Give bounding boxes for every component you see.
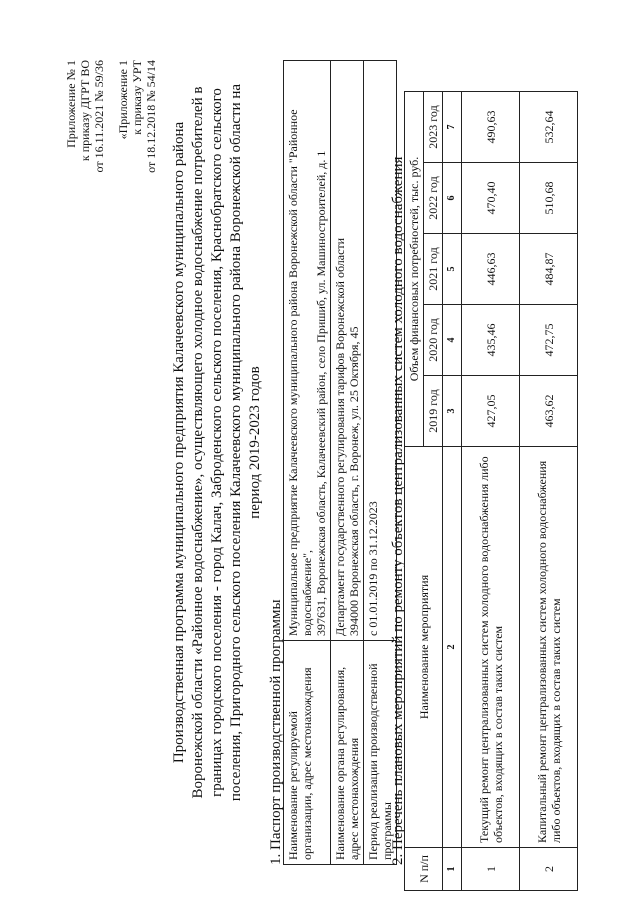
year-header: 2021 год — [424, 234, 443, 305]
col-volume-header: Объем финансовых потребностей, тыс. руб. — [405, 92, 424, 447]
col-number: 3 — [443, 376, 462, 447]
col-number: 2 — [443, 447, 462, 848]
title-line-1: Производственная программа муниципального предприятия Калачеевского муниципального района — [171, 121, 187, 764]
passport-value-line: Департамент государственного регулирования тарифов Воронежской области — [333, 237, 347, 636]
year-header: 2020 год — [424, 305, 443, 376]
col-number: 6 — [443, 163, 462, 234]
col-number: 5 — [443, 234, 462, 305]
passport-value-line: 394000 Воронежская область, г. Воронеж, ул. 25 Октября, 45 — [347, 326, 361, 636]
row-value: 463,62 — [520, 376, 578, 447]
year-header: 2019 год — [424, 376, 443, 447]
row-name: Капитальный ремонт централизованных систем холодного водоснабжения либо объектов, входящих в состав таких систем — [520, 447, 578, 848]
title-line-2: Воронежской области «Районное водоснабжение», осуществляющего холодное водоснабжение потребителей в — [190, 86, 206, 799]
passport-row — [331, 61, 364, 865]
measures-table — [404, 91, 578, 891]
row-value: 470,40 — [462, 163, 520, 234]
appendix-2-line3: от 18.12.2018 № 54/14 — [144, 60, 158, 173]
row-name: Текущий ремонт централизованных систем холодного водоснабжения либо объектов, входящих в состав таких систем — [462, 447, 520, 848]
row-value: 435,46 — [462, 305, 520, 376]
title-line-3: границах городского поселения - город Калач, Заброденского сельского поселения, Краснобратского сельского — [209, 88, 225, 797]
row-value: 446,63 — [462, 234, 520, 305]
title-line-4: поселения, Пригородного сельского поселения Калачеевского муниципального района Воронежской области на — [228, 83, 244, 802]
passport-value — [284, 61, 331, 641]
passport-table — [283, 60, 397, 865]
passport-key: Период реализации производственной программы — [364, 641, 397, 865]
appendix-2-line2: к приказу УРТ — [130, 60, 144, 135]
row-value: 532,64 — [520, 92, 578, 163]
table-row — [462, 92, 520, 891]
appendix-2-line1: «Приложение 1 — [116, 60, 130, 140]
row-value: 510,68 — [520, 163, 578, 234]
row-value: 490,63 — [462, 92, 520, 163]
passport-key: Наименование органа регулирования, адрес местонахождения — [331, 641, 364, 865]
appendix-note-1 — [64, 60, 106, 172]
appendix-1-line2: к приказу ДГРТ ВО — [78, 60, 92, 162]
col-number: 7 — [443, 92, 462, 163]
row-value: 484,87 — [520, 234, 578, 305]
row-num: 2 — [520, 848, 578, 891]
document-title — [170, 50, 265, 835]
passport-key: Наименование регулируемой организации, адрес местонахождения — [284, 641, 331, 865]
appendix-note-2 — [116, 60, 158, 173]
passport-value-line: с 01.01.2019 по 31.12.2023 — [366, 501, 380, 636]
passport-value-line: 397631, Воронежская область, Калачеевский район, село Пришиб, ул. Машиностроителей, д. 1 — [314, 150, 328, 636]
row-value: 472,75 — [520, 305, 578, 376]
column-number-row — [443, 92, 462, 891]
passport-value-line: Муниципальное предприятие Калачеевского муниципального района Воронежской области "Районное водоснабжение", — [286, 109, 314, 636]
appendix-1-line1: Приложение № 1 — [64, 60, 78, 148]
passport-row — [284, 61, 331, 865]
year-header: 2022 год — [424, 163, 443, 234]
col-num-header: N п/п — [405, 848, 443, 891]
title-line-5: период 2019-2023 годов — [247, 366, 263, 519]
section-1-heading: 1. Паспорт производственной программы — [268, 599, 284, 865]
row-value: 427,05 — [462, 376, 520, 447]
col-number: 1 — [443, 848, 462, 891]
col-number: 4 — [443, 305, 462, 376]
passport-value — [331, 61, 364, 641]
col-name-header: Наименование мероприятия — [405, 447, 443, 848]
year-header: 2023 год — [424, 92, 443, 163]
appendix-1-line3: от 16.11.2021 № 59/36 — [92, 60, 106, 173]
section-2-heading: 2. Перечень плановых мероприятий по ремонту объектов централизованных систем холодного водоснабжения — [390, 156, 406, 865]
header-row — [405, 92, 424, 891]
table-row — [520, 92, 578, 891]
row-num: 1 — [462, 848, 520, 891]
